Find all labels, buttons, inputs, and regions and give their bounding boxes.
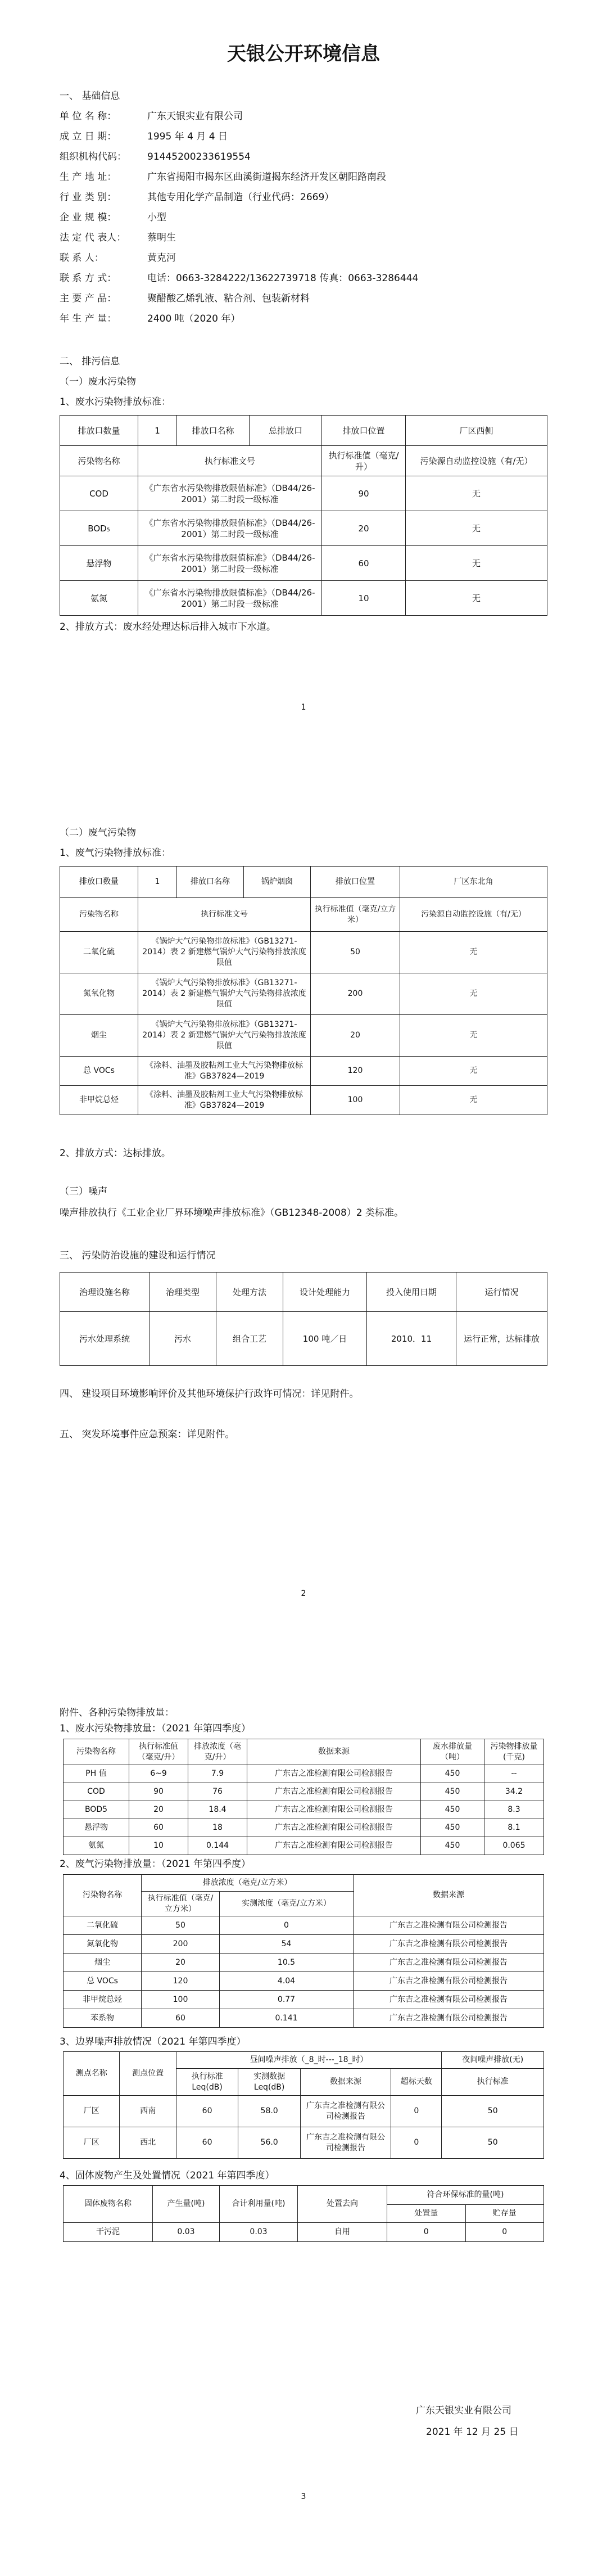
cell: 广东吉之准检测有限公司检测报告 xyxy=(247,1801,421,1819)
cell: 广东吉之准检测有限公司检测报告 xyxy=(354,1935,544,1954)
cell: 锅炉烟囱 xyxy=(244,867,311,898)
page-number: 1 xyxy=(301,703,306,712)
cell: 90 xyxy=(322,476,406,511)
cell: 《涂料、油墨及胶粘剂工业大气污染物排放标准》GB37824—2019 xyxy=(138,1086,311,1115)
cell: 总排放口 xyxy=(250,416,322,446)
cell: -- xyxy=(484,1765,544,1783)
cell: 200 xyxy=(311,973,400,1015)
exhaust-method: 2、排放方式：达标排放。 xyxy=(60,1148,171,1159)
section-5-text: 五、 突发环境事件应急预案：详见附件。 xyxy=(60,1429,235,1440)
cell: 450 xyxy=(421,1819,484,1837)
col-header: 执行标准文号 xyxy=(138,446,322,476)
annex-noise-table xyxy=(63,2051,544,2159)
label-org-code: 组织机构代码： xyxy=(60,151,126,163)
cell: 无 xyxy=(400,1015,547,1057)
noise-text: 噪声排放执行《工业企业厂界环境噪声排放标准》（GB12348-2008）2 类标准。 xyxy=(60,1207,404,1219)
cell: 排放口数量 xyxy=(60,867,138,898)
cell: BOD₅ xyxy=(60,511,138,546)
cell: 广东吉之准检测有限公司检测报告 xyxy=(247,1837,421,1855)
document-title: 天银公开环境信息 xyxy=(227,43,380,65)
col-header: 处置量 xyxy=(387,2205,466,2223)
annex-solid-title: 4、固体废物产生及处置情况（2021 年第四季度） xyxy=(60,2170,275,2181)
cell: 自用 xyxy=(298,2223,387,2242)
cell: 0 xyxy=(387,2223,466,2242)
cell: 0.77 xyxy=(220,1991,354,2009)
annex-wastewater-table xyxy=(63,1739,544,1855)
value-industry: 其他专用化学产品制造（行业代码：2669） xyxy=(147,192,334,203)
value-company: 广东天银实业有限公司 xyxy=(147,111,243,122)
cell: BOD5 xyxy=(64,1801,129,1819)
value-output: 2400 吨（2020 年） xyxy=(147,313,241,324)
cell: COD xyxy=(60,476,138,511)
label-contact: 联 系 人： xyxy=(60,252,104,264)
cell: 广东吉之准检测有限公司检测报告 xyxy=(354,1991,544,2009)
cell: 厂区 xyxy=(64,2096,120,2127)
cell: 50 xyxy=(311,932,400,973)
cell: 非甲烷总烃 xyxy=(64,1991,142,2009)
wastewater-title: （一）废水污染物 xyxy=(60,376,136,387)
col-header: 夜间噪声排放(无) xyxy=(442,2052,544,2069)
cell: 西南 xyxy=(120,2096,176,2127)
col-header: 执行标准值（毫克/升） xyxy=(322,446,406,476)
label-products: 主 要 产 品： xyxy=(60,293,117,304)
cell: 60 xyxy=(142,2009,220,2028)
signature-date: 2021 年 12 月 25 日 xyxy=(426,2426,519,2438)
cell: 广东吉之准检测有限公司检测报告 xyxy=(247,1765,421,1783)
col-header: 数据来源 xyxy=(354,1875,544,1916)
cell: 60 xyxy=(176,2096,238,2127)
cell: 氨氮 xyxy=(64,1837,129,1855)
col-header: 执行标准 xyxy=(442,2069,544,2096)
cell: 无 xyxy=(400,1057,547,1086)
label-scale: 企 业 规 模： xyxy=(60,212,117,223)
cell: 悬浮物 xyxy=(60,546,138,581)
col-header: 执行标准值（毫克/立方米） xyxy=(142,1892,220,1916)
col-header: 处置去向 xyxy=(298,2186,387,2223)
col-header: 符合环保标准的量(吨) xyxy=(387,2186,544,2205)
cell: 450 xyxy=(421,1783,484,1801)
label-phone: 联 系 方 式： xyxy=(60,273,117,284)
cell: 8.1 xyxy=(484,1819,544,1837)
exhaust-standard-table xyxy=(60,866,547,1115)
cell: 广东吉之准检测有限公司检测报告 xyxy=(300,2096,391,2127)
cell: 二氧化硫 xyxy=(60,932,138,973)
cell: 广东吉之准检测有限公司检测报告 xyxy=(354,1954,544,1972)
cell: 1 xyxy=(138,867,177,898)
cell: 无 xyxy=(400,932,547,973)
cell: 无 xyxy=(406,581,547,616)
cell: 34.2 xyxy=(484,1783,544,1801)
cell: 8.3 xyxy=(484,1801,544,1819)
cell: 10 xyxy=(322,581,406,616)
cell: 《锅炉大气污染物排放标准》（GB13271-2014）表 2 新建燃气锅炉大气污染物排放浓度限值 xyxy=(138,1015,311,1057)
value-org-code: 91445200233619554 xyxy=(147,151,251,163)
cell: 无 xyxy=(406,511,547,546)
col-header: 治理设施名称 xyxy=(60,1273,150,1312)
cell: 无 xyxy=(400,973,547,1015)
cell: 20 xyxy=(129,1801,188,1819)
cell: 厂区 xyxy=(64,2127,120,2159)
cell: 56.0 xyxy=(238,2127,301,2159)
col-header: 治理类型 xyxy=(150,1273,216,1312)
cell: 0.065 xyxy=(484,1837,544,1855)
col-header: 执行标准Leq(dB) xyxy=(176,2069,238,2096)
label-legal-rep: 法 定 代 表人： xyxy=(60,232,126,243)
page-number: 2 xyxy=(301,1589,306,1598)
cell: 运行正常，达标排放 xyxy=(456,1312,547,1366)
noise-title: （三）噪声 xyxy=(60,1186,107,1197)
col-header: 产生量(吨) xyxy=(153,2186,220,2223)
cell: 干污泥 xyxy=(64,2223,153,2242)
cell: 广东吉之准检测有限公司检测报告 xyxy=(354,1916,544,1935)
page-number: 3 xyxy=(301,2492,306,2501)
col-header: 超标天数 xyxy=(391,2069,442,2096)
cell: 10 xyxy=(129,1837,188,1855)
cell: 无 xyxy=(406,546,547,581)
col-header: 测点名称 xyxy=(64,2052,120,2096)
col-header: 合计利用量(吨) xyxy=(220,2186,298,2223)
cell: 广东吉之准检测有限公司检测报告 xyxy=(247,1783,421,1801)
cell: 120 xyxy=(142,1972,220,1991)
col-header: 实测浓度（毫克/立方米） xyxy=(220,1892,354,1916)
cell: 20 xyxy=(311,1015,400,1057)
cell: 排放口位置 xyxy=(322,416,406,446)
cell: 7.9 xyxy=(188,1765,247,1783)
facility-table xyxy=(60,1272,547,1366)
cell: 76 xyxy=(188,1783,247,1801)
cell: 54 xyxy=(220,1935,354,1954)
cell: 0.144 xyxy=(188,1837,247,1855)
cell: 10.5 xyxy=(220,1954,354,1972)
col-header: 数据来源 xyxy=(300,2069,391,2096)
cell: 氮氧化物 xyxy=(64,1935,142,1954)
col-header: 废水排放量（吨） xyxy=(421,1739,484,1765)
annex-exhaust-title: 2、废气污染物排放量：（2021 年第四季度） xyxy=(60,1858,251,1870)
col-header: 固体废物名称 xyxy=(64,2186,153,2223)
cell: 60 xyxy=(176,2127,238,2159)
col-header: 处理方法 xyxy=(216,1273,283,1312)
cell: 烟尘 xyxy=(64,1954,142,1972)
cell: 《锅炉大气污染物排放标准》（GB13271-2014）表 2 新建燃气锅炉大气污染物排放浓度限值 xyxy=(138,932,311,973)
label-output: 年 生 产 量： xyxy=(60,313,117,324)
cell: 组合工艺 xyxy=(216,1312,283,1366)
label-founded: 成 立 日 期： xyxy=(60,131,117,142)
cell: 《广东省水污染物排放限值标准》（DB44/26-2001）第二时段一级标准 xyxy=(138,581,322,616)
annex-wastewater-title: 1、废水污染物排放量：（2021 年第四季度） xyxy=(60,1723,251,1734)
signature-company: 广东天银实业有限公司 xyxy=(416,2405,511,2416)
cell: 广东吉之准检测有限公司检测报告 xyxy=(247,1819,421,1837)
section-4-text: 四、 建设项目环境影响评价及其他环境保护行政许可情况：详见附件。 xyxy=(60,1388,359,1400)
cell: 无 xyxy=(400,1086,547,1115)
cell: 排放口数量 xyxy=(60,416,138,446)
col-header: 运行情况 xyxy=(456,1273,547,1312)
cell: 20 xyxy=(142,1954,220,1972)
wastewater-method: 2、排放方式：废水经处理达标后排入城市下水道。 xyxy=(60,621,276,633)
cell: 200 xyxy=(142,1935,220,1954)
annex-noise-title: 3、边界噪声排放情况（2021 年第四季度） xyxy=(60,2036,246,2047)
col-header: 污染源自动监控设施（有/无） xyxy=(406,446,547,476)
annex-exhaust-table xyxy=(63,1874,544,2028)
cell: 《涂料、油墨及胶粘剂工业大气污染物排放标准》GB37824—2019 xyxy=(138,1057,311,1086)
cell: 0 xyxy=(220,1916,354,1935)
cell: 450 xyxy=(421,1801,484,1819)
cell: 《广东省水污染物排放限值标准》（DB44/26-2001）第二时段一级标准 xyxy=(138,546,322,581)
annex-solid-table xyxy=(63,2185,544,2242)
cell: 100 xyxy=(142,1991,220,2009)
col-header: 贮存量 xyxy=(465,2205,544,2223)
cell: 烟尘 xyxy=(60,1015,138,1057)
cell: 100 xyxy=(311,1086,400,1115)
section-2-heading: 二、 排污信息 xyxy=(60,356,120,367)
cell: 苯系物 xyxy=(64,2009,142,2028)
cell: 总 VOCs xyxy=(64,1972,142,1991)
cell: 450 xyxy=(421,1765,484,1783)
cell: 0 xyxy=(391,2096,442,2127)
col-header: 执行标准值（毫克/升） xyxy=(129,1739,188,1765)
col-header: 污染源自动监控设施（有/无） xyxy=(400,898,547,932)
cell: 广东吉之准检测有限公司检测报告 xyxy=(354,1972,544,1991)
col-header: 污染物名称 xyxy=(64,1739,129,1765)
cell: 氨氮 xyxy=(60,581,138,616)
col-header: 设计处理能力 xyxy=(283,1273,367,1312)
value-contact: 黄克河 xyxy=(147,252,176,264)
cell: 0.141 xyxy=(220,2009,354,2028)
col-header: 污染物名称 xyxy=(60,446,138,476)
col-header: 排放浓度（毫克/立方米） xyxy=(142,1875,354,1892)
cell: 二氧化硫 xyxy=(64,1916,142,1935)
cell: 厂区东北角 xyxy=(400,867,547,898)
value-address: 广东省揭阳市揭东区曲溪街道揭东经济开发区朝阳路南段 xyxy=(147,172,386,183)
cell: 120 xyxy=(311,1057,400,1086)
cell: 100 吨／日 xyxy=(283,1312,367,1366)
label-industry: 行 业 类 别： xyxy=(60,192,117,203)
col-header: 昼间噪声排放（_8_时---_18_时） xyxy=(176,2052,442,2069)
cell: 0.03 xyxy=(220,2223,298,2242)
cell: 6~9 xyxy=(129,1765,188,1783)
cell: 0.03 xyxy=(153,2223,220,2242)
cell: 无 xyxy=(406,476,547,511)
col-header: 污染物名称 xyxy=(64,1875,142,1916)
section-1-heading: 一、 基础信息 xyxy=(60,91,120,102)
cell: 58.0 xyxy=(238,2096,301,2127)
cell: 广东吉之准检测有限公司检测报告 xyxy=(354,2009,544,2028)
cell: PH 值 xyxy=(64,1765,129,1783)
cell: 排放口名称 xyxy=(177,867,244,898)
cell: 排放口位置 xyxy=(311,867,400,898)
col-header: 污染物名称 xyxy=(60,898,138,932)
col-header: 污染物排放量(千克) xyxy=(484,1739,544,1765)
col-header: 投入使用日期 xyxy=(367,1273,456,1312)
cell: 西北 xyxy=(120,2127,176,2159)
value-scale: 小型 xyxy=(147,212,166,223)
cell: 0 xyxy=(465,2223,544,2242)
col-header: 执行标准文号 xyxy=(138,898,311,932)
cell: 450 xyxy=(421,1837,484,1855)
cell: 20 xyxy=(322,511,406,546)
value-phone: 电话：0663-3284222/13622739718 传真：0663-3286444 xyxy=(147,273,419,284)
cell: 18 xyxy=(188,1819,247,1837)
col-header: 实测数据Leq(dB) xyxy=(238,2069,301,2096)
label-company: 单 位 名 称： xyxy=(60,111,117,122)
value-legal-rep: 蔡明生 xyxy=(147,232,176,243)
cell: 50 xyxy=(142,1916,220,1935)
exhaust-title: （二）废气污染物 xyxy=(60,827,136,838)
cell: 90 xyxy=(129,1783,188,1801)
cell: 1 xyxy=(138,416,177,446)
cell: 18.4 xyxy=(188,1801,247,1819)
cell: 非甲烷总烃 xyxy=(60,1086,138,1115)
exhaust-std-title: 1、废气污染物排放标准： xyxy=(60,847,171,859)
cell: 污水 xyxy=(150,1312,216,1366)
col-header: 排放浓度（毫克/升） xyxy=(188,1739,247,1765)
col-header: 数据来源 xyxy=(247,1739,421,1765)
cell: 《锅炉大气污染物排放标准》（GB13271-2014）表 2 新建燃气锅炉大气污染物排放浓度限值 xyxy=(138,973,311,1015)
cell: COD xyxy=(64,1783,129,1801)
cell: 0 xyxy=(391,2127,442,2159)
annex-heading: 附件、各种污染物排放量： xyxy=(60,1707,174,1718)
cell: 2010．11 xyxy=(367,1312,456,1366)
cell: 厂区西侧 xyxy=(406,416,547,446)
cell: 60 xyxy=(322,546,406,581)
col-header: 测点位置 xyxy=(120,2052,176,2096)
section-3-heading: 三、 污染防治设施的建设和运行情况 xyxy=(60,1250,216,1261)
value-products: 聚醋酸乙烯乳液、粘合剂、包装新材料 xyxy=(147,293,310,304)
cell: 悬浮物 xyxy=(64,1819,129,1837)
cell: 广东吉之准检测有限公司检测报告 xyxy=(300,2127,391,2159)
col-header: 执行标准值（毫克/立方米） xyxy=(311,898,400,932)
cell: 《广东省水污染物排放限值标准》（DB44/26-2001）第二时段一级标准 xyxy=(138,511,322,546)
cell: 氮氧化物 xyxy=(60,973,138,1015)
cell: 污水处理系统 xyxy=(60,1312,150,1366)
cell: 50 xyxy=(442,2096,544,2127)
value-founded: 1995 年 4 月 4 日 xyxy=(147,131,228,142)
cell: 60 xyxy=(129,1819,188,1837)
cell: 《广东省水污染物排放限值标准》（DB44/26-2001）第二时段一级标准 xyxy=(138,476,322,511)
cell: 排放口名称 xyxy=(177,416,250,446)
wastewater-std-title: 1、废水污染物排放标准： xyxy=(60,396,171,408)
cell: 50 xyxy=(442,2127,544,2159)
cell: 4.04 xyxy=(220,1972,354,1991)
cell: 总 VOCs xyxy=(60,1057,138,1086)
label-address: 生 产 地 址： xyxy=(60,172,117,183)
wastewater-standard-table xyxy=(60,415,547,616)
